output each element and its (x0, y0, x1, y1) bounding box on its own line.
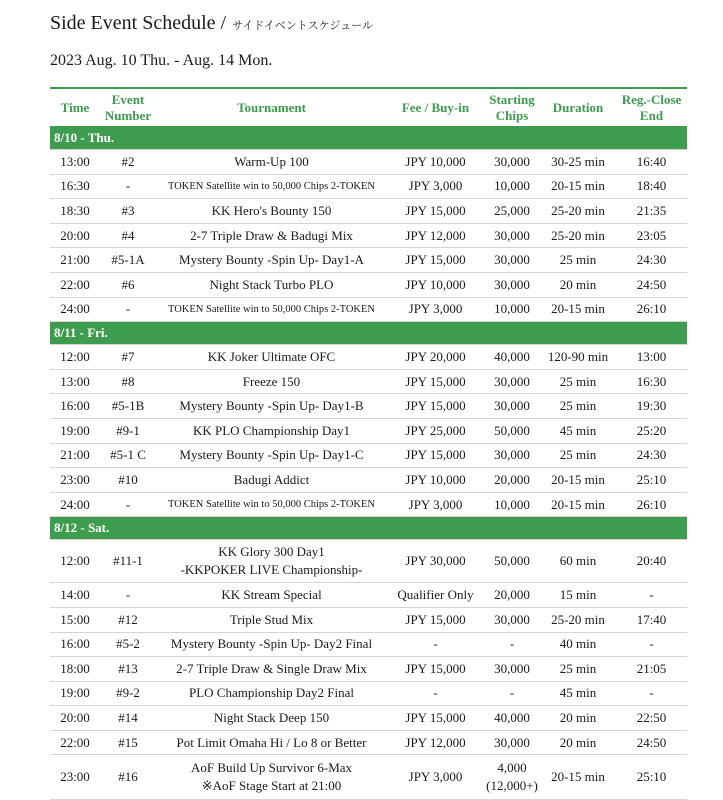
cell-starting-chips: 50,000 (484, 540, 540, 583)
table-row (50, 632, 687, 657)
cell-tournament: Mystery Bounty -Spin Up- Day1-A (156, 248, 387, 273)
cell-tournament: KK Joker Ultimate OFC (156, 345, 387, 370)
cell-starting-chips: 30,000 (484, 443, 540, 468)
cell-duration: 20-15 min (540, 755, 616, 800)
schedule-table (50, 87, 687, 800)
table-row (50, 730, 687, 755)
cell-fee: JPY 15,000 (387, 607, 484, 632)
cell-event-number: #15 (100, 730, 156, 755)
cell-tournament: Triple Stud Mix (156, 607, 387, 632)
table-row (50, 443, 687, 468)
cell-tournament-line-1: AoF Build Up Survivor 6-Max (190, 760, 353, 776)
cell-reg-close: 25:10 (616, 468, 687, 493)
cell-duration: 20 min (540, 706, 616, 731)
date-range: 2023 Aug. 10 Thu. - Aug. 14 Mon. (50, 52, 273, 69)
cell-duration: 45 min (540, 681, 616, 706)
cell-starting-chips: 40,000 (484, 345, 540, 370)
cell-reg-close: - (616, 632, 687, 657)
cell-event-number: - (100, 297, 156, 322)
page-title (50, 12, 373, 35)
cell-tournament-line-2: ※AoF Stage Start at 21:00 (201, 778, 342, 794)
cell-fee: JPY 3,000 (387, 174, 484, 199)
day-header-row (50, 322, 687, 345)
cell-starting-chips: 20,000 (484, 468, 540, 493)
table-row (50, 297, 687, 322)
cell-starting-chips-line-1: 4,000 (497, 760, 527, 776)
cell-tournament: KK PLO Championship Day1 (156, 418, 387, 443)
cell-event-number: #11-1 (100, 540, 156, 583)
cell-event-number: - (100, 583, 156, 608)
cell-fee: JPY 15,000 (387, 199, 484, 224)
table-row (50, 369, 687, 394)
cell-reg-close: 16:40 (616, 150, 687, 175)
cell-tournament: KK Stream Special (156, 583, 387, 608)
cell-reg-close: 21:35 (616, 199, 687, 224)
cell-fee: JPY 10,000 (387, 272, 484, 297)
cell-reg-close: - (616, 583, 687, 608)
cell-fee: JPY 15,000 (387, 248, 484, 273)
cell-fee: JPY 12,000 (387, 223, 484, 248)
cell-time: 13:00 (50, 369, 100, 394)
table-row (50, 492, 687, 517)
cell-starting-chips: 25,000 (484, 199, 540, 224)
cell-tournament: PLO Championship Day2 Final (156, 681, 387, 706)
cell-fee: JPY 10,000 (387, 468, 484, 493)
cell-tournament: Mystery Bounty -Spin Up- Day1-B (156, 394, 387, 419)
cell-starting-chips: 20,000 (484, 583, 540, 608)
cell-event-number: #6 (100, 272, 156, 297)
day-header-row (50, 127, 687, 150)
cell-event-number: #9-2 (100, 681, 156, 706)
cell-duration: 30-25 min (540, 150, 616, 175)
cell-reg-close: 19:30 (616, 394, 687, 419)
cell-time: 24:00 (50, 297, 100, 322)
cell-event-number: - (100, 174, 156, 199)
cell-tournament: Mystery Bounty -Spin Up- Day2 Final (156, 632, 387, 657)
table-row (50, 272, 687, 297)
cell-reg-close: 24:30 (616, 443, 687, 468)
cell-starting-chips: 50,000 (484, 418, 540, 443)
cell-reg-close: 13:00 (616, 345, 687, 370)
cell-starting-chips: - (484, 632, 540, 657)
cell-duration: 20-15 min (540, 468, 616, 493)
column-header-starting-chips: Starting Chips (484, 88, 540, 127)
cell-event-number: #5-2 (100, 632, 156, 657)
cell-tournament: Night Stack Turbo PLO (156, 272, 387, 297)
table-header (50, 88, 687, 127)
cell-tournament: 2-7 Triple Draw & Badugi Mix (156, 223, 387, 248)
cell-fee: JPY 3,000 (387, 755, 484, 800)
cell-time: 20:00 (50, 706, 100, 731)
cell-tournament: KK Hero's Bounty 150 (156, 199, 387, 224)
cell-tournament: TOKEN Satellite win to 50,000 Chips 2-TOKEN (156, 492, 387, 517)
table-row (50, 418, 687, 443)
cell-time: 18:00 (50, 657, 100, 682)
cell-event-number: #12 (100, 607, 156, 632)
cell-reg-close: 26:10 (616, 492, 687, 517)
cell-duration: 25-20 min (540, 607, 616, 632)
cell-time: 12:00 (50, 540, 100, 583)
cell-duration: 20-15 min (540, 174, 616, 199)
column-header-reg-close: Reg.-Close End (616, 88, 687, 127)
cell-duration: 25-20 min (540, 223, 616, 248)
cell-fee: JPY 20,000 (387, 345, 484, 370)
cell-duration: 20-15 min (540, 297, 616, 322)
table-row (50, 150, 687, 175)
table-row (50, 248, 687, 273)
cell-starting-chips: 30,000 (484, 394, 540, 419)
cell-reg-close: 25:20 (616, 418, 687, 443)
cell-reg-close: 26:10 (616, 297, 687, 322)
cell-event-number: #9-1 (100, 418, 156, 443)
cell-time: 23:00 (50, 468, 100, 493)
cell-event-number: #5-1A (100, 248, 156, 273)
cell-reg-close: 24:30 (616, 248, 687, 273)
cell-tournament: 2-7 Triple Draw & Single Draw Mix (156, 657, 387, 682)
column-header-event-number: Event Number (100, 88, 156, 127)
cell-starting-chips: 10,000 (484, 174, 540, 199)
cell-time: 14:00 (50, 583, 100, 608)
table-row (50, 583, 687, 608)
table-row (50, 706, 687, 731)
cell-time: 20:00 (50, 223, 100, 248)
cell-time: 24:00 (50, 492, 100, 517)
table-body (50, 127, 687, 800)
cell-duration: 15 min (540, 583, 616, 608)
cell-starting-chips-line-2: (12,000+) (486, 778, 538, 794)
cell-time: 16:00 (50, 394, 100, 419)
cell-time: 22:00 (50, 730, 100, 755)
cell-time: 16:30 (50, 174, 100, 199)
cell-starting-chips: 30,000 (484, 248, 540, 273)
cell-duration: 25 min (540, 657, 616, 682)
cell-fee: JPY 15,000 (387, 369, 484, 394)
day-label: 8/11 - Fri. (50, 322, 687, 345)
cell-time: 12:00 (50, 345, 100, 370)
cell-tournament: TOKEN Satellite win to 50,000 Chips 2-TOKEN (156, 174, 387, 199)
cell-reg-close: - (616, 681, 687, 706)
cell-fee: JPY 10,000 (387, 150, 484, 175)
cell-fee: JPY 12,000 (387, 730, 484, 755)
cell-tournament: Badugi Addict (156, 468, 387, 493)
cell-reg-close: 24:50 (616, 730, 687, 755)
cell-fee: JPY 15,000 (387, 394, 484, 419)
cell-time: 21:00 (50, 248, 100, 273)
cell-fee: JPY 15,000 (387, 657, 484, 682)
cell-time: 13:00 (50, 150, 100, 175)
cell-fee: JPY 3,000 (387, 297, 484, 322)
table-row (50, 223, 687, 248)
table-row (50, 199, 687, 224)
cell-tournament: TOKEN Satellite win to 50,000 Chips 2-TOKEN (156, 297, 387, 322)
column-header-tournament: Tournament (156, 88, 387, 127)
cell-reg-close: 16:30 (616, 369, 687, 394)
cell-tournament: Pot Limit Omaha Hi / Lo 8 or Better (156, 730, 387, 755)
cell-time: 19:00 (50, 418, 100, 443)
cell-tournament: Freeze 150 (156, 369, 387, 394)
cell-tournament-line-1: KK Glory 300 Day1 (218, 544, 325, 560)
cell-time: 19:00 (50, 681, 100, 706)
cell-starting-chips: 30,000 (484, 150, 540, 175)
cell-duration: 20-15 min (540, 492, 616, 517)
cell-tournament (156, 755, 387, 800)
cell-duration: 20 min (540, 730, 616, 755)
table-row (50, 607, 687, 632)
cell-event-number: #5-1 C (100, 443, 156, 468)
cell-tournament-line-2: -KKPOKER LIVE Championship- (180, 562, 363, 578)
cell-fee: JPY 15,000 (387, 443, 484, 468)
cell-starting-chips: 30,000 (484, 272, 540, 297)
cell-starting-chips: 10,000 (484, 297, 540, 322)
cell-time: 18:30 (50, 199, 100, 224)
cell-reg-close: 23:05 (616, 223, 687, 248)
cell-event-number: #7 (100, 345, 156, 370)
day-header-row (50, 517, 687, 540)
day-label: 8/10 - Thu. (50, 127, 687, 150)
cell-event-number: - (100, 492, 156, 517)
cell-reg-close: 21:05 (616, 657, 687, 682)
cell-event-number: #5-1B (100, 394, 156, 419)
cell-starting-chips: 30,000 (484, 223, 540, 248)
cell-duration: 25 min (540, 443, 616, 468)
cell-time: 15:00 (50, 607, 100, 632)
cell-fee: JPY 3,000 (387, 492, 484, 517)
cell-duration: 60 min (540, 540, 616, 583)
column-header-time: Time (50, 88, 100, 127)
cell-fee: JPY 25,000 (387, 418, 484, 443)
cell-event-number: #3 (100, 199, 156, 224)
cell-duration: 20 min (540, 272, 616, 297)
cell-event-number: #14 (100, 706, 156, 731)
cell-duration: 25 min (540, 248, 616, 273)
cell-fee: - (387, 681, 484, 706)
cell-time: 21:00 (50, 443, 100, 468)
table-row (50, 174, 687, 199)
cell-starting-chips: 30,000 (484, 607, 540, 632)
column-header-duration: Duration (540, 88, 616, 127)
title-main: Side Event Schedule / (50, 12, 227, 34)
cell-reg-close: 18:40 (616, 174, 687, 199)
cell-starting-chips: 30,000 (484, 369, 540, 394)
cell-duration: 45 min (540, 418, 616, 443)
cell-event-number: #10 (100, 468, 156, 493)
cell-duration: 40 min (540, 632, 616, 657)
cell-tournament: Night Stack Deep 150 (156, 706, 387, 731)
cell-duration: 25-20 min (540, 199, 616, 224)
table-row (50, 755, 687, 800)
cell-duration: 25 min (540, 394, 616, 419)
cell-duration: 25 min (540, 369, 616, 394)
cell-reg-close: 24:50 (616, 272, 687, 297)
table-row (50, 540, 687, 583)
cell-starting-chips (484, 755, 540, 800)
column-header-fee: Fee / Buy-in (387, 88, 484, 127)
table-row (50, 394, 687, 419)
cell-tournament (156, 540, 387, 583)
cell-duration: 120-90 min (540, 345, 616, 370)
table-row (50, 681, 687, 706)
cell-tournament: Mystery Bounty -Spin Up- Day1-C (156, 443, 387, 468)
cell-fee: JPY 15,000 (387, 706, 484, 731)
cell-event-number: #8 (100, 369, 156, 394)
table-row (50, 345, 687, 370)
table-row (50, 657, 687, 682)
title-japanese: サイドイベントスケジュール (232, 20, 373, 32)
cell-reg-close: 22:50 (616, 706, 687, 731)
cell-reg-close: 17:40 (616, 607, 687, 632)
cell-reg-close: 25:10 (616, 755, 687, 800)
cell-time: 23:00 (50, 755, 100, 800)
cell-event-number: #13 (100, 657, 156, 682)
cell-event-number: #16 (100, 755, 156, 800)
cell-starting-chips: 40,000 (484, 706, 540, 731)
cell-event-number: #2 (100, 150, 156, 175)
cell-starting-chips: - (484, 681, 540, 706)
cell-time: 22:00 (50, 272, 100, 297)
cell-fee: - (387, 632, 484, 657)
cell-fee: Qualifier Only (387, 583, 484, 608)
cell-event-number: #4 (100, 223, 156, 248)
cell-reg-close: 20:40 (616, 540, 687, 583)
cell-tournament: Warm-Up 100 (156, 150, 387, 175)
cell-starting-chips: 10,000 (484, 492, 540, 517)
cell-fee: JPY 30,000 (387, 540, 484, 583)
cell-time: 16:00 (50, 632, 100, 657)
cell-starting-chips: 30,000 (484, 657, 540, 682)
cell-starting-chips: 30,000 (484, 730, 540, 755)
table-row (50, 468, 687, 493)
day-label: 8/12 - Sat. (50, 517, 687, 540)
